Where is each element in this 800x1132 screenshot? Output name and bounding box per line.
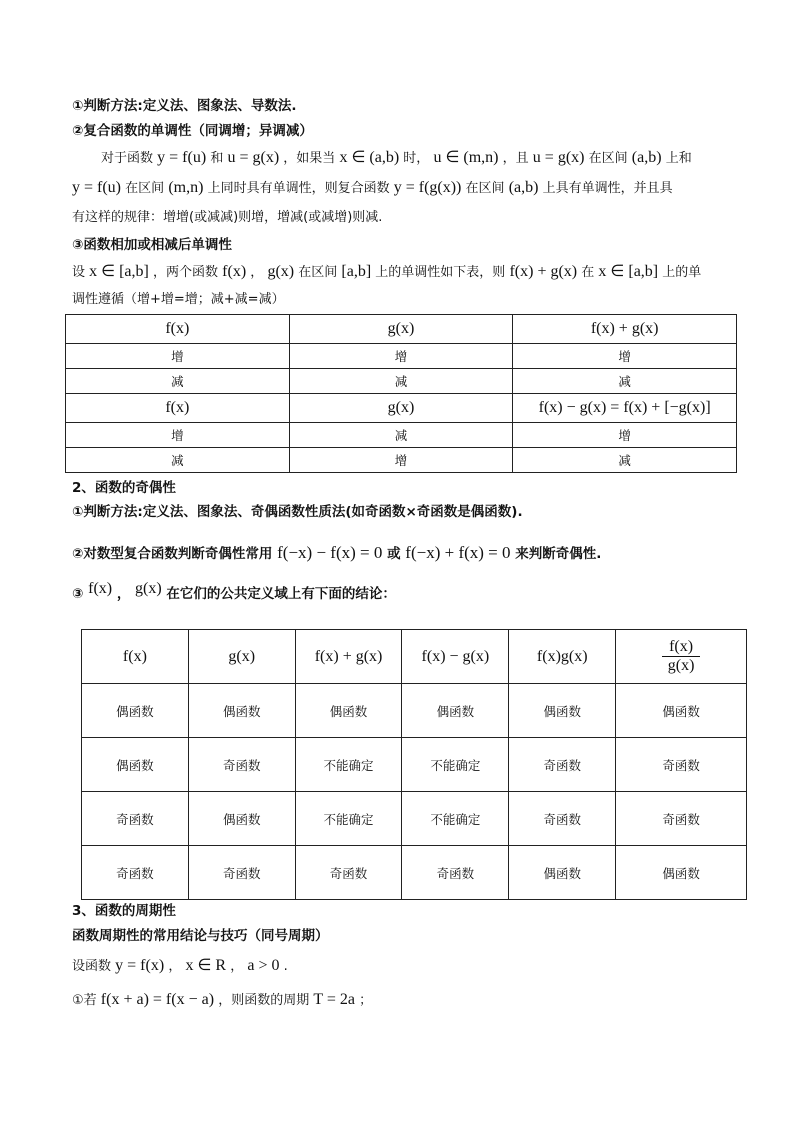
- math-span: f(x): [88, 580, 113, 597]
- math-span: (a,b): [631, 149, 662, 166]
- table-cell: 不能确定: [295, 792, 402, 846]
- math-span: u ∈ (m,n): [433, 149, 499, 166]
- math-span: x ∈ R: [185, 957, 227, 974]
- table-cell: 偶函数: [188, 792, 295, 846]
- table-cell: 奇函数: [616, 792, 747, 846]
- addsub-paragraph-line1: [72, 262, 701, 283]
- table-cell: 增: [513, 423, 737, 448]
- text-span: ，且: [502, 151, 529, 166]
- text-span: ；: [359, 993, 373, 1008]
- periodicity-setup-line: [72, 956, 288, 977]
- table-cell: 不能确定: [295, 738, 402, 792]
- periodicity-rule1-line: [72, 990, 372, 1011]
- table-header-cell: f(x): [66, 394, 290, 423]
- table-header-cell: f(x) + g(x): [513, 315, 737, 344]
- math-span: [a,b]: [341, 263, 372, 280]
- math-span: f(x): [222, 263, 247, 280]
- table-cell: 不能确定: [402, 738, 509, 792]
- text-span: ①若: [72, 993, 97, 1008]
- text-span: 上具有单调性，并且具: [542, 181, 673, 196]
- math-span: y = f(u): [157, 149, 207, 166]
- parity-section-title: 2、函数的奇偶性: [72, 480, 176, 496]
- math-span: f(−x) + f(x) = 0: [405, 543, 511, 562]
- table-cell: 偶函数: [616, 846, 747, 900]
- table-cell: 减: [289, 369, 513, 394]
- table-header-cell: f(x) + g(x): [295, 630, 402, 684]
- table-row: [82, 792, 747, 846]
- parity-table: [81, 629, 747, 900]
- table-cell: 偶函数: [402, 684, 509, 738]
- math-span: y = f(g(x)): [393, 179, 462, 196]
- text-span: ，如果当: [283, 151, 336, 166]
- text-span: 或: [387, 546, 401, 562]
- fraction-numerator: f(x): [662, 638, 701, 657]
- text-span: 设: [72, 265, 86, 280]
- table-header-cell: [616, 630, 747, 684]
- composite-paragraph-line1: [101, 148, 692, 169]
- table-cell: 增: [289, 448, 513, 473]
- math-span: (a,b): [508, 179, 539, 196]
- text-span: ③: [72, 586, 84, 602]
- table-cell: 减: [66, 448, 290, 473]
- table-cell: 偶函数: [82, 684, 189, 738]
- table-header-row: [66, 394, 737, 423]
- text-span: 对于函数: [101, 151, 154, 166]
- table-cell: 偶函数: [188, 684, 295, 738]
- table-cell: 奇函数: [402, 846, 509, 900]
- table-header-cell: f(x) − g(x): [402, 630, 509, 684]
- math-span: f(−x) − f(x) = 0: [277, 543, 383, 562]
- math-span: y = f(x): [115, 957, 165, 974]
- table-header-cell: g(x): [289, 394, 513, 423]
- text-span: 上同时具有单调性，则复合函数: [207, 181, 390, 196]
- table-header-cell: f(x)g(x): [509, 630, 616, 684]
- math-span: x ∈ (a,b): [339, 149, 400, 166]
- monotonic-table: [65, 314, 737, 473]
- text-span: 来判断奇偶性.: [515, 546, 602, 562]
- fraction-denominator: g(x): [667, 657, 695, 674]
- log-parity-line: [72, 543, 601, 564]
- text-span: ，则函数的周期: [218, 993, 310, 1008]
- table-cell: 奇函数: [295, 846, 402, 900]
- table-row: [66, 369, 737, 394]
- table-cell: 奇函数: [509, 792, 616, 846]
- math-span: u = g(x): [532, 149, 585, 166]
- fraction: [662, 638, 701, 675]
- table-cell: 减: [513, 369, 737, 394]
- math-span: f(x) + g(x): [509, 263, 578, 280]
- composite-paragraph-line3: 有这样的规律：增增(或减减)则增，增减(或减增)则减.: [72, 210, 383, 225]
- addsub-paragraph-line2: 调性遵循（增+增=增；减+减=减）: [72, 292, 285, 307]
- text-span: 上的单调性如下表，则: [375, 265, 506, 280]
- composite-monotonic-title: ②复合函数的单调性（同调增；异调减）: [72, 123, 313, 139]
- table-cell: 减: [66, 369, 290, 394]
- text-span: .: [283, 959, 288, 974]
- table-row: [66, 423, 737, 448]
- periodicity-subtitle: 函数周期性的常用结论与技巧（同号周期）: [72, 928, 329, 944]
- table-cell: 奇函数: [616, 738, 747, 792]
- addsub-monotonic-title: ③函数相加或相减后单调性: [72, 237, 232, 253]
- table-header-cell: g(x): [188, 630, 295, 684]
- table-cell: 奇函数: [188, 738, 295, 792]
- text-span: 在区间: [465, 181, 505, 196]
- table-cell: 偶函数: [509, 684, 616, 738]
- table-header-cell: f(x) − g(x) = f(x) + [−g(x)]: [513, 394, 737, 423]
- math-span: f(x + a) = f(x − a): [100, 991, 215, 1008]
- text-span: ，: [168, 959, 182, 974]
- periodicity-section-title: 3、函数的周期性: [72, 903, 176, 919]
- math-span: T = 2a: [313, 991, 355, 1008]
- math-span: g(x): [267, 263, 295, 280]
- math-span: (m,n): [168, 179, 204, 196]
- table-cell: 增: [66, 344, 290, 369]
- table-cell: 不能确定: [402, 792, 509, 846]
- table-cell: 奇函数: [188, 846, 295, 900]
- text-span: 时，: [403, 151, 430, 166]
- text-span: 上和: [665, 151, 692, 166]
- table-cell: 偶函数: [509, 846, 616, 900]
- math-span: g(x): [135, 580, 162, 597]
- composite-paragraph-line2: [72, 178, 673, 199]
- table-cell: 奇函数: [82, 792, 189, 846]
- table-header-row: [82, 630, 747, 684]
- text-span: ，: [230, 959, 244, 974]
- text-span: 在它们的公共定义域上有下面的结论：: [166, 586, 396, 602]
- table-header-cell: f(x): [66, 315, 290, 344]
- text-span: ，两个函数: [153, 265, 219, 280]
- text-span: ②对数型复合函数判断奇偶性常用: [72, 546, 273, 562]
- text-span: 在区间: [125, 181, 165, 196]
- table-row: [66, 448, 737, 473]
- table-cell: 增: [289, 344, 513, 369]
- table-cell: 奇函数: [82, 846, 189, 900]
- text-span: ，: [116, 586, 131, 602]
- table-cell: 增: [66, 423, 290, 448]
- math-span: a > 0: [247, 957, 280, 974]
- table-header-cell: g(x): [289, 315, 513, 344]
- table-cell: 减: [513, 448, 737, 473]
- table-row: [82, 684, 747, 738]
- table-cell: 偶函数: [616, 684, 747, 738]
- table-header-cell: f(x): [82, 630, 189, 684]
- text-span: 在区间: [298, 265, 338, 280]
- table-header-row: [66, 315, 737, 344]
- table-cell: 偶函数: [295, 684, 402, 738]
- math-span: u = g(x): [227, 149, 280, 166]
- text-span: 设函数: [72, 959, 112, 974]
- math-span: x ∈ [a,b]: [89, 263, 149, 280]
- parity-conclusion-line: [72, 580, 396, 604]
- math-span: x ∈ [a,b]: [598, 263, 659, 280]
- table-cell: 减: [289, 423, 513, 448]
- text-span: 在: [581, 265, 595, 280]
- text-span: 和: [210, 151, 224, 166]
- text-span: 上的单: [662, 265, 702, 280]
- table-row: [82, 738, 747, 792]
- math-span: y = f(u): [72, 179, 122, 196]
- table-row: [82, 846, 747, 900]
- parity-method-line: ①判断方法:定义法、图象法、奇偶函数性质法(如奇函数×奇函数是偶函数).: [72, 504, 523, 520]
- text-span: 在区间: [588, 151, 628, 166]
- table-cell: 偶函数: [82, 738, 189, 792]
- table-cell: 增: [513, 344, 737, 369]
- table-cell: 奇函数: [509, 738, 616, 792]
- text-span: ，: [250, 265, 264, 280]
- monotonic-method-line: ①判断方法:定义法、图象法、导数法.: [72, 98, 297, 114]
- table-row: [66, 344, 737, 369]
